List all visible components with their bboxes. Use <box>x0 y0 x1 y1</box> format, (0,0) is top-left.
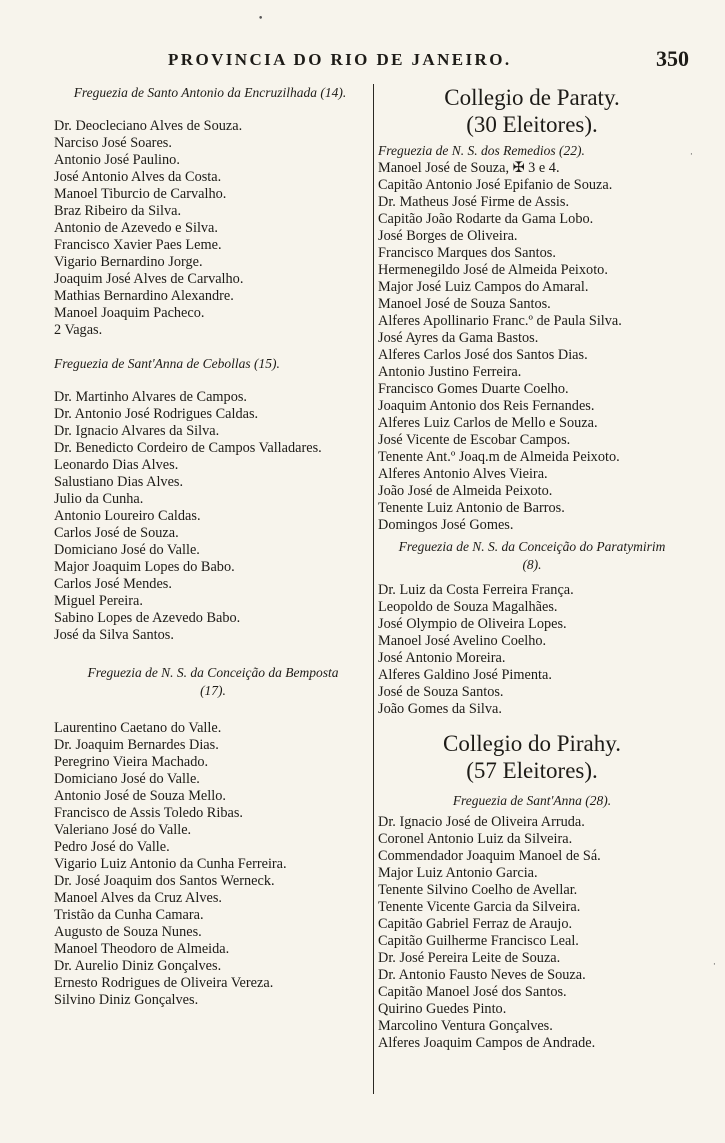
list-item: Manoel Tiburcio de Carvalho. <box>54 186 227 202</box>
list-item: José Olympio de Oliveira Lopes. <box>378 616 567 632</box>
list-item: Ernesto Rodrigues de Oliveira Vereza. <box>54 975 274 991</box>
name-list <box>54 720 372 1009</box>
list-item: Mathias Bernardino Alexandre. <box>54 288 234 304</box>
section-heading: Freguezia de N. S. da Conceição do Paratymirim (8). <box>398 539 666 572</box>
collegio-count: (57 Eleitores). <box>466 758 598 783</box>
right-column <box>378 84 686 1052</box>
list-item: Alferes Carlos José dos Santos Dias. <box>378 347 588 363</box>
list-item: Dr. Luiz da Costa Ferreira França. <box>378 582 574 598</box>
list-item: Peregrino Vieira Machado. <box>54 754 209 770</box>
list-item: Tenente Silvino Coelho de Avellar. <box>378 882 578 898</box>
list-item: Sabino Lopes de Azevedo Babo. <box>54 610 241 626</box>
list-item: Braz Ribeiro da Silva. <box>54 203 182 219</box>
list-item: Domiciano José do Valle. <box>54 542 200 558</box>
list-item: Dr. Martinho Alvares de Campos. <box>54 389 247 405</box>
list-item: Miguel Pereira. <box>54 593 143 609</box>
list-item: Tenente Ant.º Joaq.m de Almeida Peixoto. <box>378 449 620 465</box>
list-item: Antonio José Paulino. <box>54 152 180 168</box>
section-heading: Freguezia de Santo Antonio da Encruzilhada (14). <box>73 85 347 100</box>
list-item: João José de Almeida Peixoto. <box>378 483 553 499</box>
list-item: Dr. Antonio José Rodrigues Caldas. <box>54 406 259 422</box>
name-list <box>378 160 686 534</box>
list-item: Manoel Joaquim Pacheco. <box>54 305 205 321</box>
list-item: Dr. José Joaquim dos Santos Werneck. <box>54 873 275 889</box>
list-item: Dr. Aurelio Diniz Gonçalves. <box>54 958 222 974</box>
list-item: Pedro José do Valle. <box>54 839 170 855</box>
section-heading: Freguezia de N. S. dos Remedios (22). <box>378 143 585 158</box>
list-item: Major Joaquim Lopes do Babo. <box>54 559 235 575</box>
list-item: Manoel Theodoro de Almeida. <box>54 941 230 957</box>
print-speck: · <box>713 960 716 970</box>
list-item: Coronel Antonio Luiz da Silveira. <box>378 831 573 847</box>
list-item: Francisco Marques dos Santos. <box>378 245 556 261</box>
list-item: Capitão João Rodarte da Gama Lobo. <box>378 211 594 227</box>
section-heading: Freguezia de N. S. da Conceição da Bemposta (17). <box>87 665 339 698</box>
list-item: Alferes Apollinario Franc.º de Paula Silva. <box>378 313 622 329</box>
list-item: Silvino Diniz Gonçalves. <box>54 992 199 1008</box>
page-number: 350 <box>656 46 689 71</box>
list-item: Dr. Antonio Fausto Neves de Souza. <box>378 967 586 983</box>
list-item: Antonio Justino Ferreira. <box>378 364 522 380</box>
list-item: José Borges de Oliveira. <box>378 228 518 244</box>
list-item: Antonio Loureiro Caldas. <box>54 508 201 524</box>
list-item: 2 Vagas. <box>54 322 103 338</box>
list-item: José Antonio Moreira. <box>378 650 506 666</box>
list-item: Capitão Guilherme Francisco Leal. <box>378 933 579 949</box>
list-item: Manoel José de Souza Santos. <box>378 296 551 312</box>
list-item: Narciso José Soares. <box>54 135 172 151</box>
name-list <box>378 582 686 718</box>
list-item: Carlos José Mendes. <box>54 576 172 592</box>
list-item: Vigario Bernardino Jorge. <box>54 254 203 270</box>
collegio-title: Collegio do Pirahy. <box>442 731 622 756</box>
list-item: Antonio José de Souza Mello. <box>54 788 226 804</box>
list-item: Marcolino Ventura Gonçalves. <box>378 1018 553 1034</box>
list-item: José Antonio Alves da Costa. <box>54 169 222 185</box>
list-item: João Gomes da Silva. <box>378 701 502 717</box>
list-item: Dr. Ignacio José de Oliveira Arruda. <box>378 814 585 830</box>
list-item: Tenente Luiz Antonio de Barros. <box>378 500 565 516</box>
page-header <box>0 48 725 74</box>
list-item: Manoel José Avelino Coelho. <box>378 633 547 649</box>
left-column <box>54 84 372 1009</box>
list-item: Domiciano José do Valle. <box>54 771 200 787</box>
list-item: Laurentino Caetano do Valle. <box>54 720 222 736</box>
column-divider <box>373 84 374 1094</box>
collegio-count: (30 Eleitores). <box>466 112 598 137</box>
list-item: Alferes Luiz Carlos de Mello e Souza. <box>378 415 598 431</box>
list-item: Commendador Joaquim Manoel de Sá. <box>378 848 601 864</box>
list-item: Augusto de Souza Nunes. <box>54 924 202 940</box>
list-item: Alferes Antonio Alves Vieira. <box>378 466 548 482</box>
list-item: Francisco Gomes Duarte Coelho. <box>378 381 569 397</box>
list-item: Carlos José de Souza. <box>54 525 179 541</box>
list-item: Tristão da Cunha Camara. <box>54 907 204 923</box>
list-item: Manoel José de Souza, ✠ 3 e 4. <box>378 160 560 176</box>
list-item: Alferes Galdino José Pimenta. <box>378 667 552 683</box>
list-item: Capitão Gabriel Ferraz de Araujo. <box>378 916 573 932</box>
list-item: Francisco Xavier Paes Leme. <box>54 237 222 253</box>
list-item: Dr. José Pereira Leite de Souza. <box>378 950 561 966</box>
list-item: José Vicente de Escobar Campos. <box>378 432 571 448</box>
list-item: José da Silva Santos. <box>54 627 174 643</box>
list-item: Joaquim Antonio dos Reis Fernandes. <box>378 398 595 414</box>
list-item: Dr. Ignacio Alvares da Silva. <box>54 423 220 439</box>
name-list <box>54 118 372 339</box>
list-item: Leonardo Dias Alves. <box>54 457 179 473</box>
list-item: Leopoldo de Souza Magalhães. <box>378 599 558 615</box>
list-item: Dr. Matheus José Firme de Assis. <box>378 194 570 210</box>
list-item: Francisco de Assis Toledo Ribas. <box>54 805 243 821</box>
list-item: Hermenegildo José de Almeida Peixoto. <box>378 262 608 278</box>
section-heading: Freguezia de Sant'Anna (28). <box>452 793 612 808</box>
list-item: Joaquim José Alves de Carvalho. <box>54 271 244 287</box>
list-item: Julio da Cunha. <box>54 491 144 507</box>
list-item: Tenente Vicente Garcia da Silveira. <box>378 899 581 915</box>
list-item: Dr. Benedicto Cordeiro de Campos Valladares. <box>54 440 322 456</box>
collegio-title: Collegio de Paraty. <box>444 85 620 110</box>
list-item: Major Luiz Antonio Garcia. <box>378 865 538 881</box>
list-item: Valeriano José do Valle. <box>54 822 192 838</box>
list-item: Antonio de Azevedo e Silva. <box>54 220 218 236</box>
list-item: José Ayres da Gama Bastos. <box>378 330 539 346</box>
list-item: Dr. Deocleciano Alves de Souza. <box>54 118 243 134</box>
list-item: Quirino Guedes Pinto. <box>378 1001 507 1017</box>
list-item: José de Souza Santos. <box>378 684 504 700</box>
list-item: Vigario Luiz Antonio da Cunha Ferreira. <box>54 856 287 872</box>
page-title: PROVINCIA DO RIO DE JANEIRO. <box>168 50 512 69</box>
list-item: Dr. Joaquim Bernardes Dias. <box>54 737 219 753</box>
print-speck: • <box>258 14 264 24</box>
section-heading: Freguezia de Sant'Anna de Cebollas (15). <box>54 356 280 371</box>
print-speck: · <box>690 150 693 160</box>
list-item: Domingos José Gomes. <box>378 517 514 533</box>
name-list <box>378 814 686 1052</box>
list-item: Manoel Alves da Cruz Alves. <box>54 890 222 906</box>
list-item: Capitão Antonio José Epifanio de Souza. <box>378 177 613 193</box>
name-list <box>54 389 372 644</box>
list-item: Alferes Joaquim Campos de Andrade. <box>378 1035 596 1051</box>
list-item: Capitão Manoel José dos Santos. <box>378 984 567 1000</box>
list-item: Major José Luiz Campos do Amaral. <box>378 279 589 295</box>
list-item: Salustiano Dias Alves. <box>54 474 184 490</box>
